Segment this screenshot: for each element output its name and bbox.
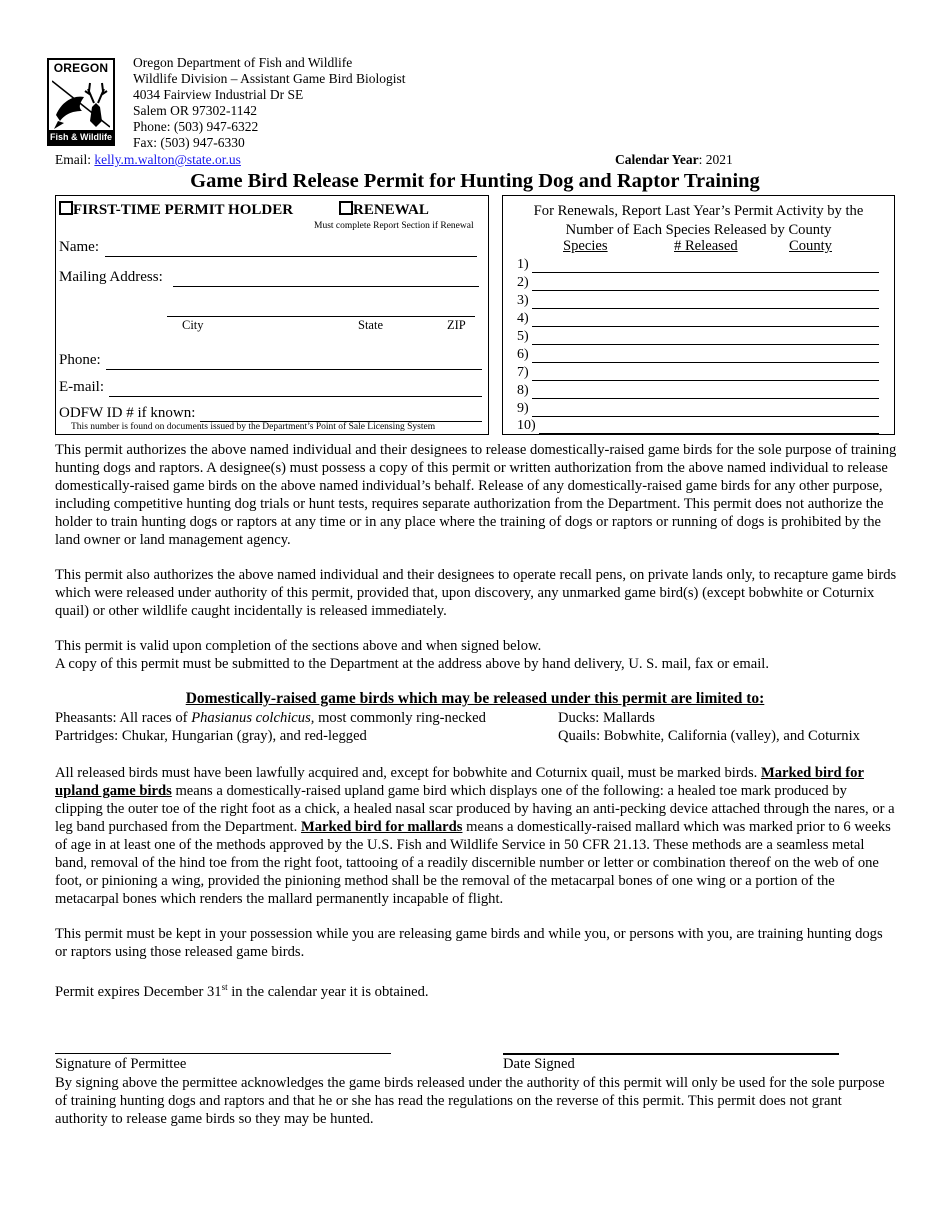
odfw-id-label: ODFW ID # if known: [59,405,196,421]
report-row-line[interactable] [532,272,879,273]
marked-mallard-definition: means a domestically-raised mallard which was marked prior to 6 weeks of age in at least one of the methods approved by the U.S. Fish and Wildlife Service in 50 CFR 21.13. These methods are a seamless metal band, removal of the hind toe from the right foot, tattooing of a readily discernible number or letter or combination thereof on the web of one foot, or pinioning a wing, provided the pinioning method shall be the removal of the metacarpal bones of one wing or a portion of the metacarpal bones which renders the mallard permanently incapable of flight. [55,819,891,907]
date-signed-label: Date Signed [503,1056,575,1072]
odfw-logo [47,58,115,146]
signature-label: Signature of Permittee [55,1056,187,1072]
email-label: Email: [55,152,95,167]
mailing-address-label: Mailing Address: [59,269,163,285]
email-field[interactable] [109,396,482,397]
agency-line: Oregon Department of Fish and Wildlife [133,55,353,70]
report-row-number: 4) [517,311,529,326]
report-row-line[interactable] [532,290,879,291]
date-signed-field[interactable] [503,1053,839,1055]
logo-bottom-text: Fish & Wildlife [50,132,112,142]
marking-intro: All released birds must have been lawfully acquired and, except for bobwhite and Coturnix quail, must be marked birds. [55,765,761,781]
report-row-line[interactable] [532,416,879,417]
agency-line: Fax: (503) 947-6330 [133,135,245,150]
quails-item: Quails: Bobwhite, California (valley), and Coturnix [558,728,860,744]
pheasants-item [55,710,486,727]
applicant-info-box [55,195,489,435]
possession-paragraph: This permit must be kept in your possession while you are releasing game birds and while you, or persons with you, are training hunting dogs or raptors using those released game birds. [55,926,883,960]
calendar-year-label: Calendar Year [615,152,699,167]
expiry-superscript: st [221,982,228,992]
report-row-line[interactable] [532,344,879,345]
email-link[interactable]: kelly.m.walton@state.or.us [94,152,241,167]
report-heading-line: Number of Each Species Released by County [565,222,832,238]
expiry-suffix: in the calendar year it is obtained. [227,983,429,1000]
validity-line: This permit is valid upon completion of the sections above and when signed below. [55,638,542,654]
expiry-prefix: Permit expires December 31 [55,983,222,1000]
phone-field[interactable] [106,369,482,370]
name-field[interactable] [105,256,477,257]
first-time-option[interactable] [59,201,293,219]
page-title: Game Bird Release Permit for Hunting Dog and Raptor Training [190,170,760,192]
agency-line: Phone: (503) 947-6322 [133,119,259,134]
report-row-number: 1) [517,257,529,272]
marked-mallard-term: Marked bird for mallards [300,819,463,835]
mailing-address-field[interactable] [173,286,479,287]
first-time-label: FIRST-TIME PERMIT HOLDER [73,202,294,218]
report-row-number: 5) [517,329,529,344]
submission-line: A copy of this permit must be submitted to the Department at the address above by hand delivery, U. S. mail, fax or email. [55,656,769,672]
calendar-year [615,152,733,168]
phone-label: Phone: [59,352,101,368]
agency-line: Wildlife Division – Assistant Game Bird Biologist [133,71,406,86]
report-row-number: 2) [517,275,529,290]
report-row-line[interactable] [532,308,879,309]
col-species: Species [563,238,608,254]
report-row-number: 9) [517,401,529,416]
zip-label: ZIP [447,318,466,332]
report-row-line[interactable] [532,362,879,363]
acknowledgement-paragraph: By signing above the permittee acknowledges the game birds released under the authority of this permit will only be used for the sole purpose of training hunting dogs and raptors and that he or she has read the regulations on the reverse of this permit. This permit does not grant authority to release game birds so they may be hunted. [55,1075,885,1127]
ducks-item: Ducks: Mallards [558,710,655,726]
report-row-number: 7) [517,365,529,380]
agency-address [133,55,405,151]
calendar-year-value: 2021 [705,152,733,167]
pheasants-prefix: Pheasants: All races of [55,710,192,726]
validity-paragraph [55,637,897,673]
email-field-label: E-mail: [59,379,104,395]
city-label: City [182,318,204,332]
agency-email-line [55,152,241,168]
report-row-line[interactable] [532,326,879,327]
agency-line: 4034 Fairview Industrial Dr SE [133,87,304,102]
calendar-year-separator: : [698,152,706,167]
name-label: Name: [59,239,99,255]
report-row-line[interactable] [532,380,879,381]
state-label: State [358,318,383,332]
recall-pens-paragraph: This permit also authorizes the above named individual and their designees to operate recall pens, on private lands only, to recapture game birds which were released under authority of this permit, provided that, upon discovery, any unmarked game bird(s) (except bobwhite or Coturnix quail) or other wildlife caught incidentally is released immediately. [55,567,897,619]
authorization-paragraph: This permit authorizes the above named individual and their designees to release domestically-raised game birds for the sole purpose of training hunting dogs and raptors. A designee(s) must possess a copy of this permit or written authorization from the above named individual to release domestically-raised game birds on the above named individual’s behalf. Release of any domestically-raised game birds for any other purpose, including competitive hunting dog trials or hunt tests, requires separate authorization from the Department. This permit does not authorize the holder to train hunting dogs or raptors at any time or in any place where the training of dogs or raptors or running of dogs is prohibited by the land owner or land management agency. [55,442,897,548]
report-row-number: 10) [517,418,536,433]
renewal-report-box [502,195,895,435]
odfw-id-note: This number is found on documents issued by the Department’s Point of Sale Licensing System [71,422,436,432]
col-released: # Released [674,238,738,254]
report-heading-line: For Renewals, Report Last Year’s Permit Activity by the [533,203,864,219]
logo-top-text: OREGON [53,61,109,75]
report-row-number: 8) [517,383,529,398]
expiry-paragraph [55,978,897,1001]
report-row-line[interactable] [539,433,879,434]
renewal-checkbox[interactable] [339,201,353,215]
pheasants-species: Phasianus colchicus, [191,710,315,726]
fish-and-deer-icon [52,77,110,131]
report-row-number: 3) [517,293,529,308]
report-heading [503,202,894,240]
marked-upland-term: Marked bird for upland game birds [55,765,864,799]
species-limits-heading: Domestically-raised game birds which may be released under this permit are limited to: [185,690,765,707]
partridges-item: Partridges: Chukar, Hungarian (gray), and red-legged [55,728,367,744]
marking-paragraph [55,764,897,908]
col-county: County [789,238,832,254]
agency-line: Salem OR 97302-1142 [133,103,257,118]
renewal-note: Must complete Report Section if Renewal [314,221,474,231]
pheasants-suffix: most commonly ring-necked [314,710,486,726]
first-time-checkbox[interactable] [59,201,73,215]
marked-upland-definition: means a domestically-raised upland game bird which displays one of the following: a healed toe mark produced by clipping the outer toe of the right foot as a chick, a healed nasal scar produced by having an anti-pecking device attached through the nares, or a leg band purchased from the Department. [55,783,895,835]
signature-field[interactable] [55,1053,391,1054]
report-row-number: 6) [517,347,529,362]
report-row-line[interactable] [532,398,879,399]
city-state-zip-field[interactable] [167,316,475,317]
renewal-option[interactable] [339,201,429,219]
renewal-label: RENEWAL [353,202,429,218]
